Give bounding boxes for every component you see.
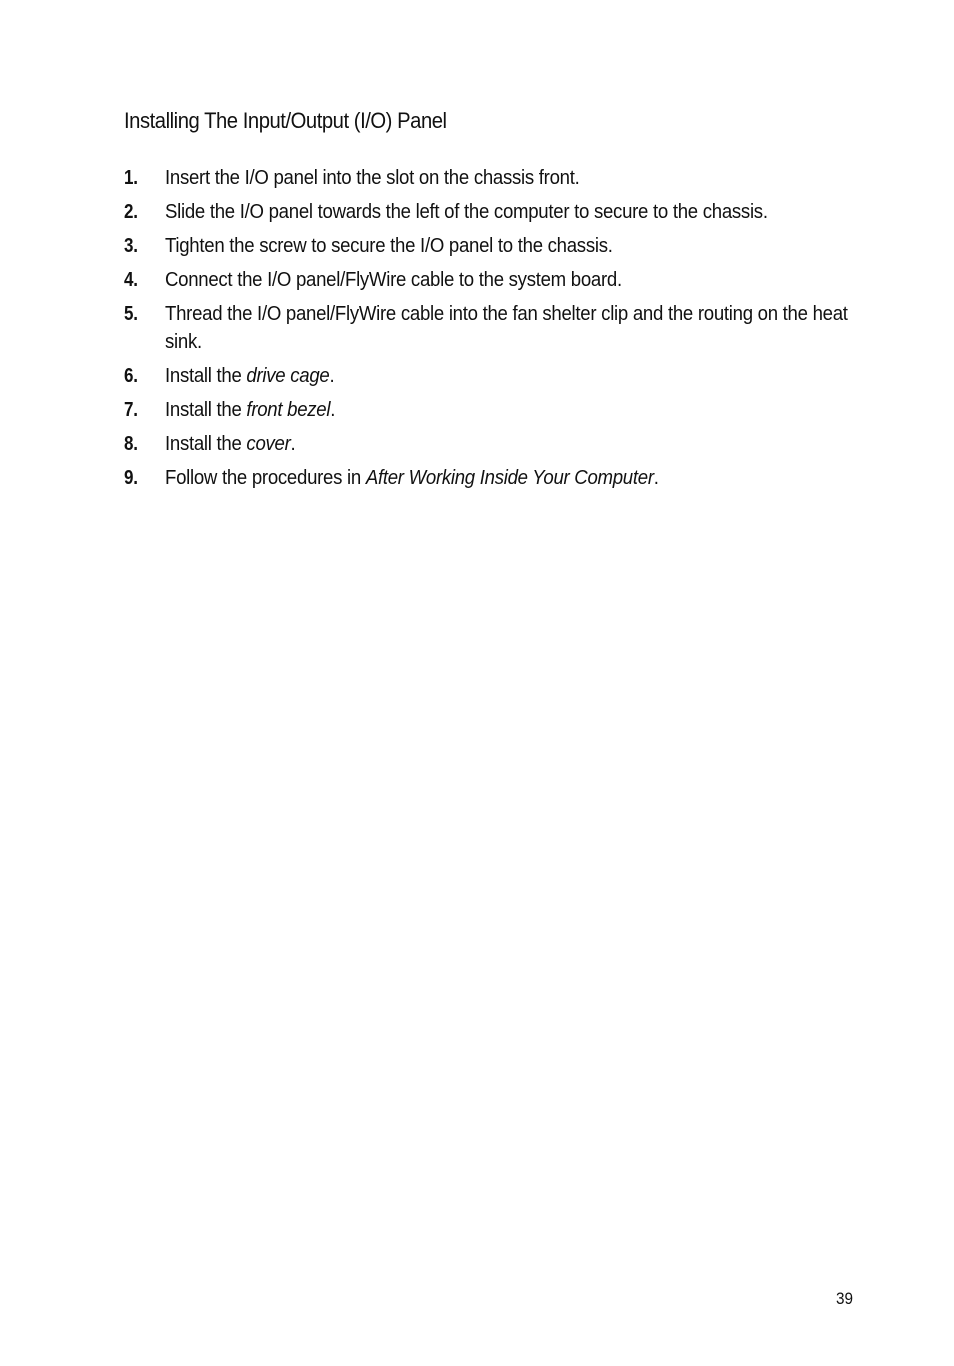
- step-suffix: .: [290, 433, 296, 455]
- front-bezel-reference[interactable]: front bezel: [246, 399, 331, 421]
- step-text: [165, 430, 864, 458]
- procedure-steps: [124, 164, 864, 498]
- page-number: 39: [836, 1289, 854, 1308]
- step-5: [124, 300, 864, 356]
- step-text: [165, 464, 864, 492]
- section-heading: Installing The Input/Output (I/O) Panel: [124, 108, 447, 133]
- step-suffix: .: [329, 365, 335, 387]
- step-3: [124, 232, 864, 260]
- step-number: 3.: [124, 235, 138, 257]
- step-number: 7.: [124, 399, 138, 421]
- step-number: 2.: [124, 201, 138, 223]
- step-prefix: Install the: [165, 399, 247, 421]
- step-text: Thread the I/O panel/FlyWire cable into the fan shelter clip and the routing on the heat sink.: [165, 303, 848, 353]
- step-number: 8.: [124, 433, 138, 455]
- step-4: [124, 266, 864, 294]
- step-8: [124, 430, 864, 458]
- step-7: [124, 396, 864, 424]
- after-working-inside-computer-reference[interactable]: After Working Inside Your Computer: [365, 467, 654, 489]
- step-number: 6.: [124, 365, 138, 387]
- step-2: [124, 198, 864, 226]
- step-number: 9.: [124, 467, 138, 489]
- cover-reference[interactable]: cover: [246, 433, 291, 455]
- step-text: [165, 396, 864, 424]
- step-prefix: Follow the procedures in: [165, 467, 366, 489]
- drive-cage-reference[interactable]: drive cage: [246, 365, 330, 387]
- step-suffix: .: [330, 399, 336, 421]
- step-suffix: .: [653, 467, 659, 489]
- step-text: Connect the I/O panel/FlyWire cable to the system board.: [165, 269, 622, 291]
- step-9: [124, 464, 864, 492]
- step-text: Tighten the screw to secure the I/O panel to the chassis.: [165, 235, 613, 257]
- step-text: Slide the I/O panel towards the left of the computer to secure to the chassis.: [165, 201, 768, 223]
- step-6: [124, 362, 864, 390]
- step-number: 1.: [124, 167, 138, 189]
- step-text: Insert the I/O panel into the slot on the chassis front.: [165, 167, 580, 189]
- step-prefix: Install the: [165, 433, 247, 455]
- step-number: 5.: [124, 303, 138, 325]
- step-text: [165, 362, 864, 390]
- step-1: [124, 164, 864, 192]
- step-number: 4.: [124, 269, 138, 291]
- step-prefix: Install the: [165, 365, 247, 387]
